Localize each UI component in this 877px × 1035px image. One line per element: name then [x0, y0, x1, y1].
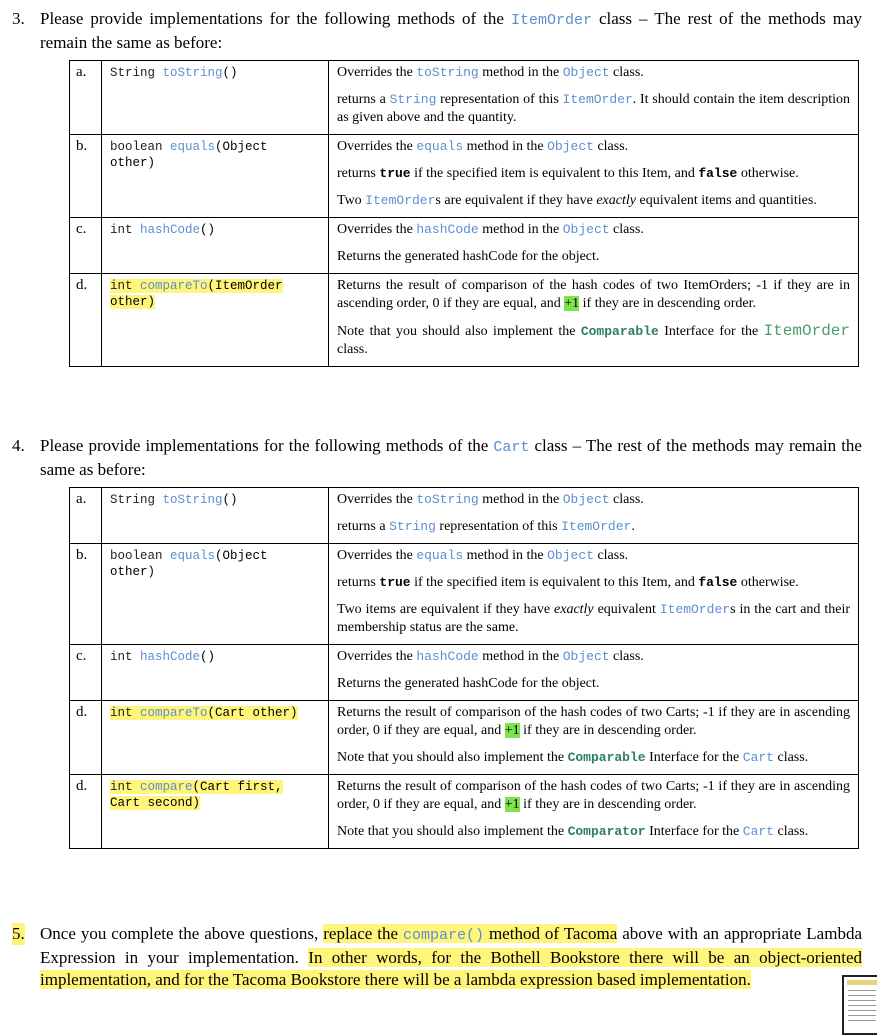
row-letter: d.: [70, 274, 102, 367]
method-signature: boolean equals(Object other): [102, 544, 329, 645]
question-4: [12, 435, 862, 481]
page-thumbnail[interactable]: [842, 975, 877, 1035]
method-description: Returns the result of comparison of the hash codes of two ItemOrders; -1 if they are in ascending order, 0 if they are equal, and +1 if they are in descending order. Note that you should also implement the Comparable Interface for the ItemOrder class.: [329, 274, 859, 367]
row-letter: c.: [70, 645, 102, 701]
row-letter: d.: [70, 775, 102, 849]
row-letter: a.: [70, 488, 102, 544]
table-row: [70, 135, 859, 218]
method-description: Returns the result of comparison of the hash codes of two Carts; -1 if they are in ascending order, 0 if they are equal, and +1 if they are in descending order. Note that you should also implement the Comparator Interface for the Cart class.: [329, 775, 859, 849]
question-3: [12, 8, 862, 54]
method-signature: int compareTo(ItemOrder other): [102, 274, 329, 367]
table-row: [70, 61, 859, 135]
question-text: Once you complete the above questions, replace the compare() method of Tacoma above with an appropriate Lambda Expression in your implementation. In other words, for the Bothell Bookstore there will be an object-oriented implementation, and for the Tacoma Bookstore there will be a lambda expression based implementation.: [40, 924, 862, 989]
method-signature: int compareTo(Cart other): [102, 701, 329, 775]
row-letter: b.: [70, 135, 102, 218]
row-letter: a.: [70, 61, 102, 135]
method-description: Returns the result of comparison of the hash codes of two Carts; -1 if they are in ascending order, 0 if they are equal, and +1 if they are in descending order. Note that you should also implement the Comparable Interface for the Cart class.: [329, 701, 859, 775]
method-description: Overrides the hashCode method in the Object class. Returns the generated hashCode for the object.: [329, 218, 859, 274]
table-row: [70, 701, 859, 775]
question-number: 3.: [12, 9, 25, 28]
method-signature: String toString(): [102, 488, 329, 544]
cart-methods-table: [69, 487, 859, 849]
method-description: Overrides the equals method in the Object class. returns true if the specified item is equivalent to this Item, and false otherwise. Two items are equivalent if they have exactly equivalent ItemOrders in the cart and their membership status are the same.: [329, 544, 859, 645]
method-description: Overrides the toString method in the Object class. returns a String representation of this ItemOrder. It should contain the item description as given above and the quantity.: [329, 61, 859, 135]
method-signature: String toString(): [102, 61, 329, 135]
row-letter: c.: [70, 218, 102, 274]
question-number: 5.: [12, 924, 25, 943]
question-number: 4.: [12, 436, 25, 455]
question-text: Please provide implementations for the following methods of the Cart class – The rest of the methods may remain the same as before:: [40, 436, 862, 479]
row-letter: d.: [70, 701, 102, 775]
table-row: [70, 645, 859, 701]
table-row: [70, 488, 859, 544]
method-signature: int hashCode(): [102, 218, 329, 274]
method-description: Overrides the equals method in the Object class. returns true if the specified item is equivalent to this Item, and false otherwise. Two ItemOrders are equivalent if they have exactly equivalent items and quantities.: [329, 135, 859, 218]
table-row: [70, 274, 859, 367]
method-description: Overrides the hashCode method in the Object class. Returns the generated hashCode for the object.: [329, 645, 859, 701]
method-signature: int hashCode(): [102, 645, 329, 701]
method-signature: int compare(Cart first, Cart second): [102, 775, 329, 849]
row-letter: b.: [70, 544, 102, 645]
table-row: [70, 775, 859, 849]
method-signature: boolean equals(Object other): [102, 135, 329, 218]
question-5: [12, 923, 862, 991]
table-row: [70, 218, 859, 274]
table-row: [70, 544, 859, 645]
method-description: Overrides the toString method in the Object class. returns a String representation of this ItemOrder.: [329, 488, 859, 544]
question-text: Please provide implementations for the following methods of the ItemOrder class – The rest of the methods may remain the same as before:: [40, 9, 862, 52]
itemorder-methods-table: [69, 60, 859, 367]
